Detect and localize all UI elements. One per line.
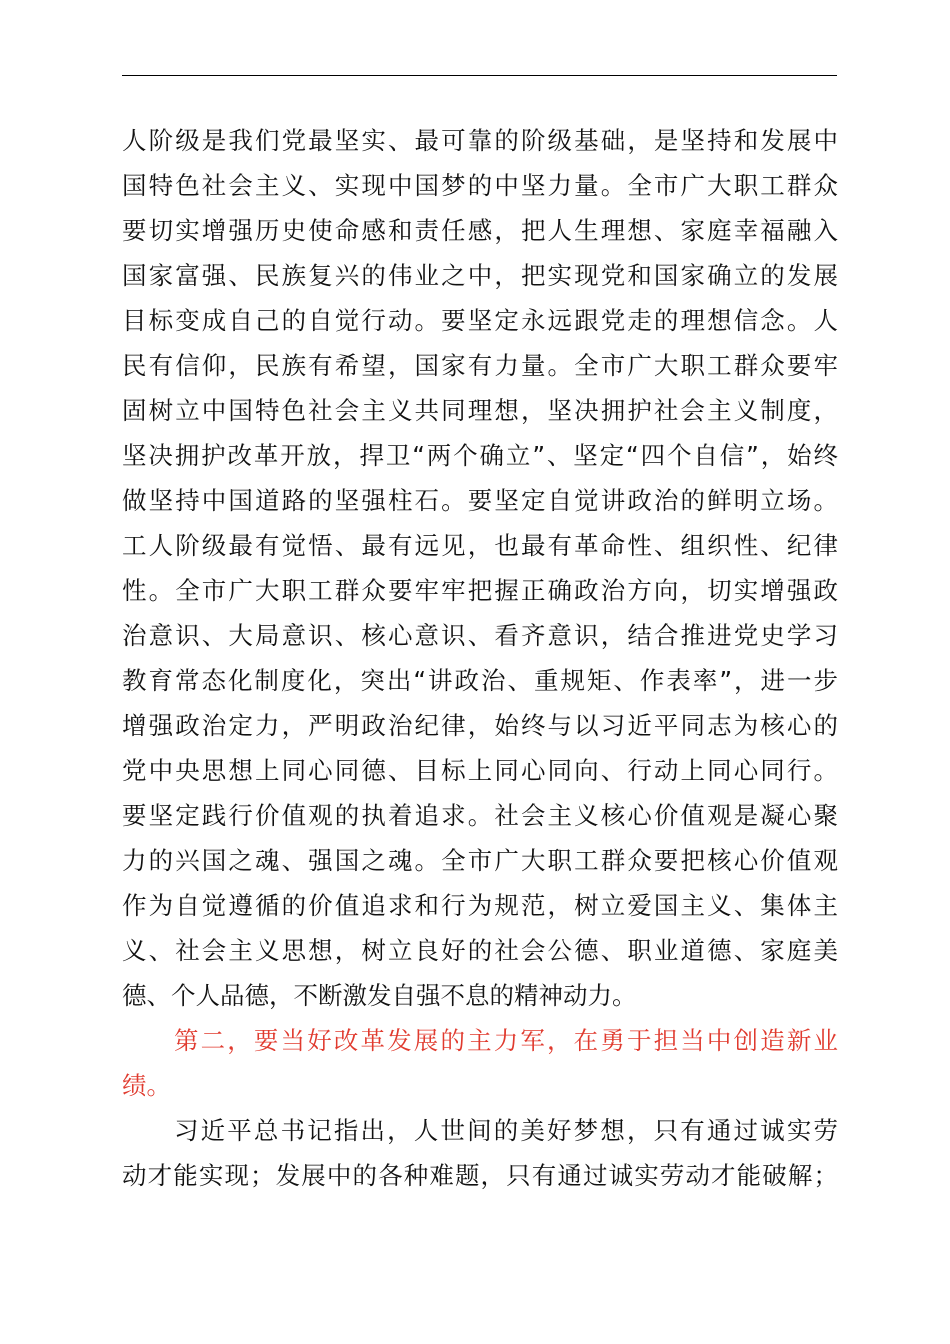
text-line: 目标变成自己的自觉行动。要坚定永远跟党走的理想信念。人 bbox=[122, 306, 838, 335]
text-line: 作为自觉遵循的价值追求和行为规范，树立爱国主义、集体主 bbox=[122, 891, 838, 920]
text-line: 德、个人品德，不断激发自强不息的精神动力。 bbox=[122, 981, 637, 1010]
text-line: 工人阶级最有觉悟、最有远见，也最有革命性、组织性、纪律 bbox=[122, 531, 838, 560]
text-line: 党中央思想上同心同德、目标上同心同向、行动上同心同行。 bbox=[122, 756, 838, 785]
text-line: 力的兴国之魂、强国之魂。全市广大职工群众要把核心价值观 bbox=[122, 846, 838, 875]
paragraph-continuation bbox=[122, 118, 838, 1018]
text-line: 坚决拥护改革开放，捍卫“两个确立”、坚定“四个自信”，始终 bbox=[122, 441, 838, 470]
text-line: 动才能实现；发展中的各种难题，只有通过诚实劳动才能破解； bbox=[122, 1161, 838, 1190]
text-line: 人阶级是我们党最坚实、最可靠的阶级基础，是坚持和发展中 bbox=[122, 126, 838, 155]
heading-line: 第二，要当好改革发展的主力军，在勇于担当中创造新业 bbox=[174, 1026, 838, 1055]
text-line: 做坚持中国道路的坚强柱石。要坚定自觉讲政治的鲜明立场。 bbox=[122, 486, 838, 515]
section-heading bbox=[122, 1018, 838, 1108]
paragraph bbox=[122, 1108, 838, 1198]
text-line: 治意识、大局意识、核心意识、看齐意识，结合推进党史学习 bbox=[122, 621, 838, 650]
text-line: 固树立中国特色社会主义共同理想，坚决拥护社会主义制度， bbox=[122, 396, 838, 425]
header-rule bbox=[122, 75, 837, 76]
text-line: 要坚定践行价值观的执着追求。社会主义核心价值观是凝心聚 bbox=[122, 801, 838, 830]
text-line: 增强政治定力，严明政治纪律，始终与以习近平同志为核心的 bbox=[122, 711, 838, 740]
document-body bbox=[122, 118, 838, 1198]
text-line: 教育常态化制度化，突出“讲政治、重规矩、作表率”，进一步 bbox=[122, 666, 838, 695]
text-line: 国特色社会主义、实现中国梦的中坚力量。全市广大职工群众 bbox=[122, 171, 838, 200]
text-line: 义、社会主义思想，树立良好的社会公德、职业道德、家庭美 bbox=[122, 936, 838, 965]
text-line: 要切实增强历史使命感和责任感，把人生理想、家庭幸福融入 bbox=[122, 216, 838, 245]
text-line: 习近平总书记指出，人世间的美好梦想，只有通过诚实劳 bbox=[174, 1116, 838, 1145]
text-line: 国家富强、民族复兴的伟业之中，把实现党和国家确立的发展 bbox=[122, 261, 838, 290]
text-line: 民有信仰，民族有希望，国家有力量。全市广大职工群众要牢 bbox=[122, 351, 838, 380]
heading-line: 绩。 bbox=[122, 1071, 171, 1100]
text-line: 性。全市广大职工群众要牢牢把握正确政治方向，切实增强政 bbox=[122, 576, 838, 605]
